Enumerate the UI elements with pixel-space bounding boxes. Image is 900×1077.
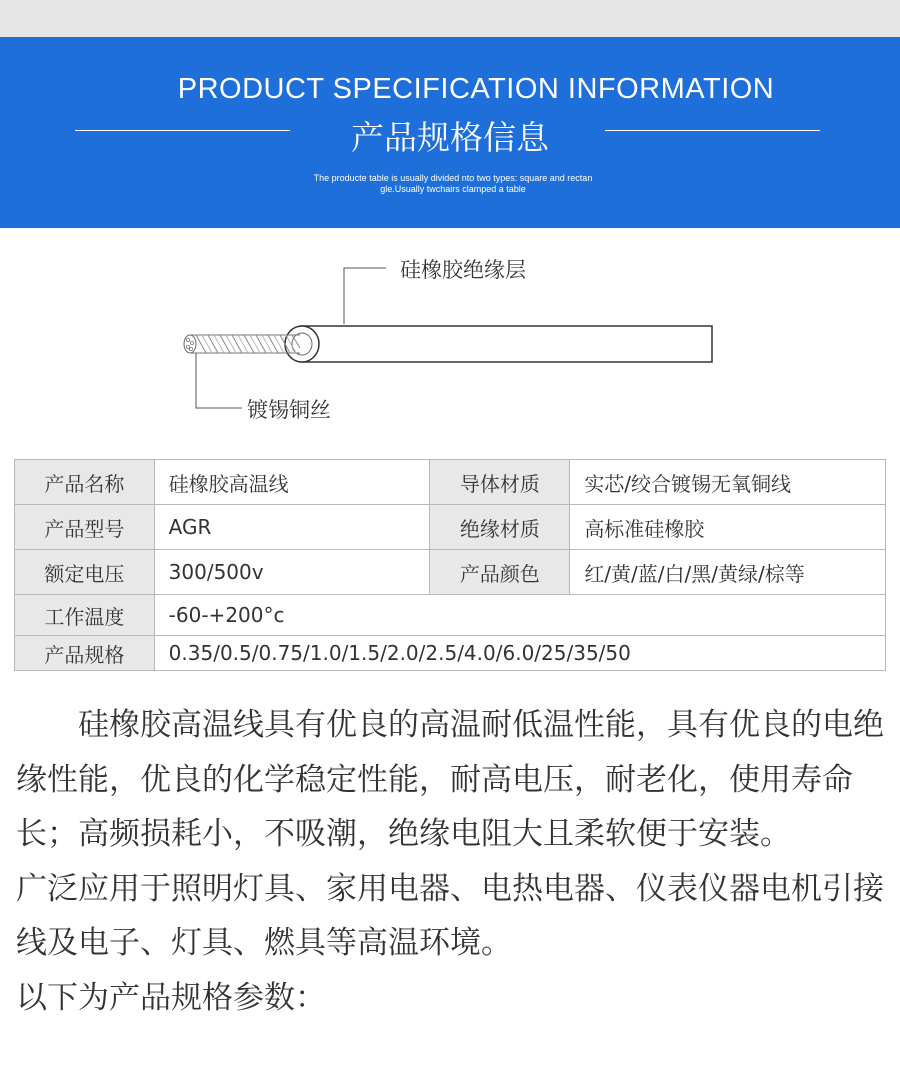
table-key: 额定电压 xyxy=(15,550,155,595)
description-paragraph: 广泛应用于照明灯具、家用电器、电热电器、仪表仪器电机引接线及电子、灯具、燃具等高温环境。 xyxy=(16,870,884,961)
table-key: 工作温度 xyxy=(15,595,155,636)
spec-table xyxy=(14,459,886,671)
conductor-leader-line xyxy=(196,353,242,408)
table-value: 300/500v xyxy=(154,550,430,595)
table-row xyxy=(15,636,886,671)
banner-title-cn: 产品规格信息 xyxy=(351,118,549,157)
table-key: 导体材质 xyxy=(430,460,570,505)
table-key: 产品名称 xyxy=(15,460,155,505)
banner-title-en: PRODUCT SPECIFICATION INFORMATION xyxy=(177,73,775,105)
product-description xyxy=(16,698,886,1025)
banner-subtitle-line-1: The producte table is usually divided nto two types: square and rectan xyxy=(313,173,593,183)
description-paragraph: 硅橡胶高温线具有优良的高温耐低温性能，具有优良的电绝缘性能，优良的化学稳定性能，耐高电压，耐老化，使用寿命长；高频损耗小，不吸潮，绝缘电阻大且柔软便于安装。 xyxy=(16,707,884,852)
insulation-sleeve xyxy=(300,326,712,362)
table-key: 产品型号 xyxy=(15,505,155,550)
table-value: 红/黄/蓝/白/黑/黄绿/棕等 xyxy=(570,550,886,595)
table-row xyxy=(15,550,886,595)
table-row xyxy=(15,460,886,505)
banner-divider-right xyxy=(605,130,820,131)
top-strip xyxy=(0,0,900,37)
table-value: 0.35/0.5/0.75/1.0/1.5/2.0/2.5/4.0/6.0/25/35/50 xyxy=(154,636,885,671)
table-value: 实芯/绞合镀锡无氧铜线 xyxy=(570,460,886,505)
table-value: 高标准硅橡胶 xyxy=(570,505,886,550)
table-key: 绝缘材质 xyxy=(430,505,570,550)
cable-diagram xyxy=(0,228,900,458)
header-banner xyxy=(0,37,900,228)
table-value: -60-+200°c xyxy=(154,595,885,636)
banner-subtitle-line-2: gle.Usually twchairs clamped a table xyxy=(380,184,526,194)
description-paragraph: 以下为产品规格参数： xyxy=(16,979,326,1016)
table-key: 产品规格 xyxy=(15,636,155,671)
table-row xyxy=(15,595,886,636)
table-value: 硅橡胶高温线 xyxy=(154,460,430,505)
insulation-label: 硅橡胶绝缘层 xyxy=(400,258,526,282)
copper-strands xyxy=(184,335,300,353)
table-key: 产品颜色 xyxy=(430,550,570,595)
banner-subtitle xyxy=(300,173,606,195)
table-row xyxy=(15,505,886,550)
conductor-label: 镀锡铜丝 xyxy=(247,398,331,422)
insulation-leader-line xyxy=(344,268,386,324)
table-value: AGR xyxy=(154,505,430,550)
